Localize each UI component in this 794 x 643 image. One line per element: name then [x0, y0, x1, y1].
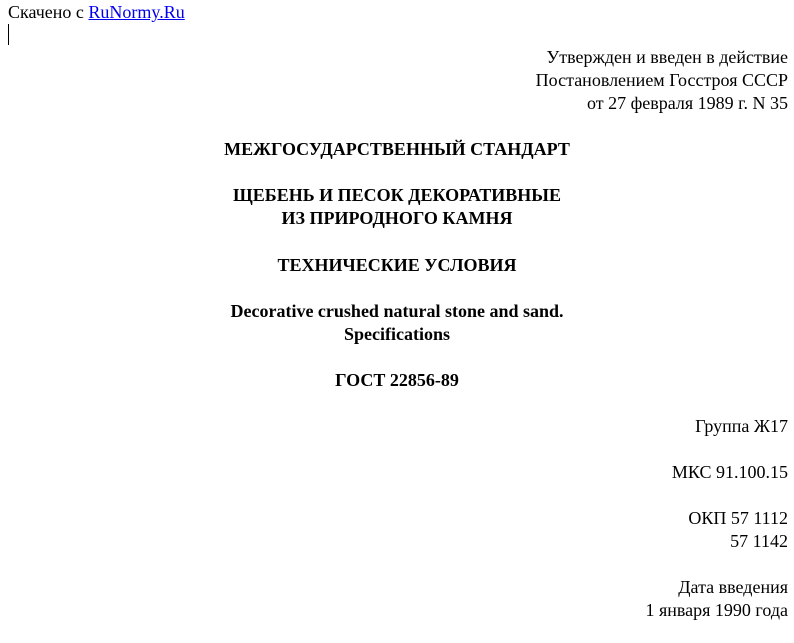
okp-block — [688, 507, 788, 553]
mks-block — [672, 461, 788, 484]
date-block — [645, 576, 788, 622]
title-line-2: ИЗ ПРИРОДНОГО КАМНЯ — [281, 208, 513, 228]
subtitle-heading — [0, 254, 794, 277]
gost-code-heading — [0, 369, 794, 392]
okp-line-2: 57 1142 — [730, 531, 788, 551]
approval-block — [536, 46, 788, 115]
text-cursor — [8, 24, 9, 45]
group-block — [695, 415, 788, 438]
date-value: 1 января 1990 года — [645, 600, 788, 620]
approval-line-1: Утвержден и введен в действие — [546, 47, 788, 67]
document-title — [0, 184, 794, 230]
runormy-link[interactable]: RuNormy.Ru — [88, 2, 185, 22]
gost-code: ГОСТ 22856-89 — [335, 370, 459, 390]
english-title — [0, 300, 794, 346]
okp-line-1: ОКП 57 1112 — [688, 508, 788, 528]
source-prefix: Скачено с — [8, 2, 84, 22]
standard-type-heading — [0, 138, 794, 161]
group-label: Группа Ж17 — [695, 416, 788, 436]
english-line-1: Decorative crushed natural stone and sand. — [230, 301, 564, 321]
english-line-2: Specifications — [344, 324, 450, 344]
source-line — [8, 1, 185, 24]
subtitle: ТЕХНИЧЕСКИЕ УСЛОВИЯ — [277, 255, 517, 275]
mks-code: МКС 91.100.15 — [671, 462, 788, 482]
approval-line-3: от 27 февраля 1989 г. N 35 — [586, 93, 788, 113]
approval-line-2: Постановлением Госстроя СССР — [535, 70, 788, 90]
date-label: Дата введения — [678, 577, 788, 597]
standard-type: МЕЖГОСУДАРСТВЕННЫЙ СТАНДАРТ — [224, 139, 570, 159]
title-line-1: ЩЕБЕНЬ И ПЕСОК ДЕКОРАТИВНЫЕ — [233, 185, 561, 205]
